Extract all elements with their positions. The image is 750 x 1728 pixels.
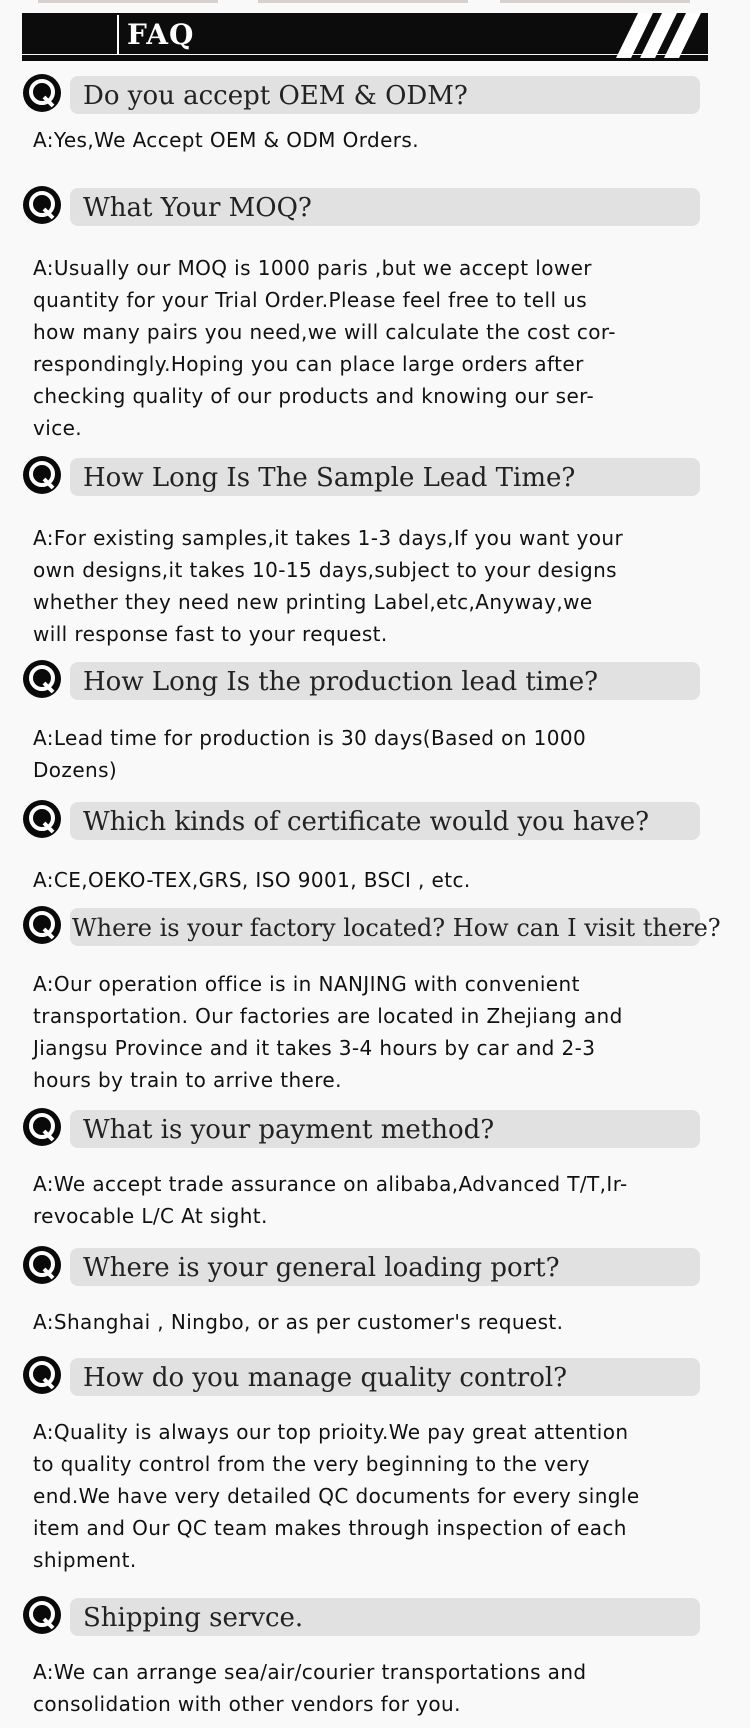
question-text: Do you accept OEM & ODM? — [83, 81, 468, 111]
faq-item — [0, 660, 750, 782]
faq-item — [0, 800, 750, 892]
question-row — [0, 186, 750, 228]
question-text: How Long Is the production lead time? — [83, 667, 599, 697]
faq-item — [0, 1108, 750, 1228]
top-strip — [0, 0, 750, 4]
question-text: Which kinds of certificate would you have? — [83, 807, 650, 837]
question-text: What is your payment method? — [83, 1115, 495, 1145]
question-row — [0, 660, 750, 702]
q-circle-icon — [23, 906, 61, 944]
question-text: What Your MOQ? — [83, 193, 312, 223]
q-circle-icon — [23, 800, 61, 838]
diagonal-stripes-decoration — [588, 13, 708, 58]
q-circle-icon — [23, 1596, 61, 1634]
question-text: Where is your general loading port? — [83, 1253, 560, 1283]
question-text: Where is your factory located? How can I visit there? — [72, 914, 721, 942]
answer-text: A:We accept trade assurance on alibaba,Advanced T/T,Ir- revocable L/C At sight. — [33, 1172, 628, 1228]
q-circle-icon — [23, 1356, 61, 1394]
answer-text: A:CE,OEKO-TEX,GRS, ISO 9001, BSCI , etc. — [33, 868, 471, 892]
q-circle-icon — [23, 660, 61, 698]
question-row — [0, 456, 750, 498]
q-circle-icon — [23, 456, 61, 494]
question-row — [0, 906, 750, 948]
page-title: FAQ — [117, 15, 194, 55]
faq-item — [0, 1356, 750, 1572]
question-row — [0, 74, 750, 116]
faq-item — [0, 1246, 750, 1334]
answer-text: A:Quality is always our top prioity.We pay great attention to quality control from the very beginning to the very end.We have very detailed QC documents for every single item and Our QC team makes through inspection of each shipment. — [33, 1420, 640, 1572]
answer-text: A:Yes,We Accept OEM & ODM Orders. — [33, 128, 420, 152]
q-circle-icon — [23, 186, 61, 224]
answer-text: A:Shanghai , Ningbo, or as per customer's request. — [33, 1310, 564, 1334]
faq-item — [0, 186, 750, 440]
answer-text: A:Usually our MOQ is 1000 paris ,but we accept lower quantity for your Trial Order.Please feel free to tell us how many pairs you need,we will calculate the cost cor- respondingly.Hoping you can place large orders after checking quality of our products and knowing our ser- vice. — [33, 256, 616, 440]
question-text: How Long Is The Sample Lead Time? — [83, 463, 576, 493]
answer-text: A:Lead time for production is 30 days(Based on 1000 Dozens) — [33, 726, 587, 782]
q-circle-icon — [23, 1246, 61, 1284]
question-row — [0, 1246, 750, 1288]
answer-text: A:Our operation office is in NANJING with convenient transportation. Our factories are located in Zhejiang and Jiangsu Province and it takes 3-4 hours by car and 2-3 hours by train to arrive there. — [33, 972, 623, 1092]
question-row — [0, 1596, 750, 1638]
q-circle-icon — [23, 74, 61, 112]
question-row — [0, 1108, 750, 1150]
answer-text: A:We can arrange sea/air/courier transportations and consolidation with other vendors for you. — [33, 1660, 587, 1716]
question-row — [0, 1356, 750, 1398]
answer-text: A:For existing samples,it takes 1-3 days,If you want your own designs,it takes 10-15 days,subject to your designs whether they need new printing Label,etc,Anyway,we will response fast to your request. — [33, 526, 624, 646]
q-circle-icon — [23, 1108, 61, 1146]
faq-item — [0, 74, 750, 152]
faq-item — [0, 1596, 750, 1716]
question-text: How do you manage quality control? — [83, 1363, 568, 1393]
question-text: Shipping servce. — [83, 1603, 304, 1633]
header-underline — [22, 54, 708, 55]
question-row — [0, 800, 750, 842]
faq-item — [0, 906, 750, 1092]
faq-item — [0, 456, 750, 646]
